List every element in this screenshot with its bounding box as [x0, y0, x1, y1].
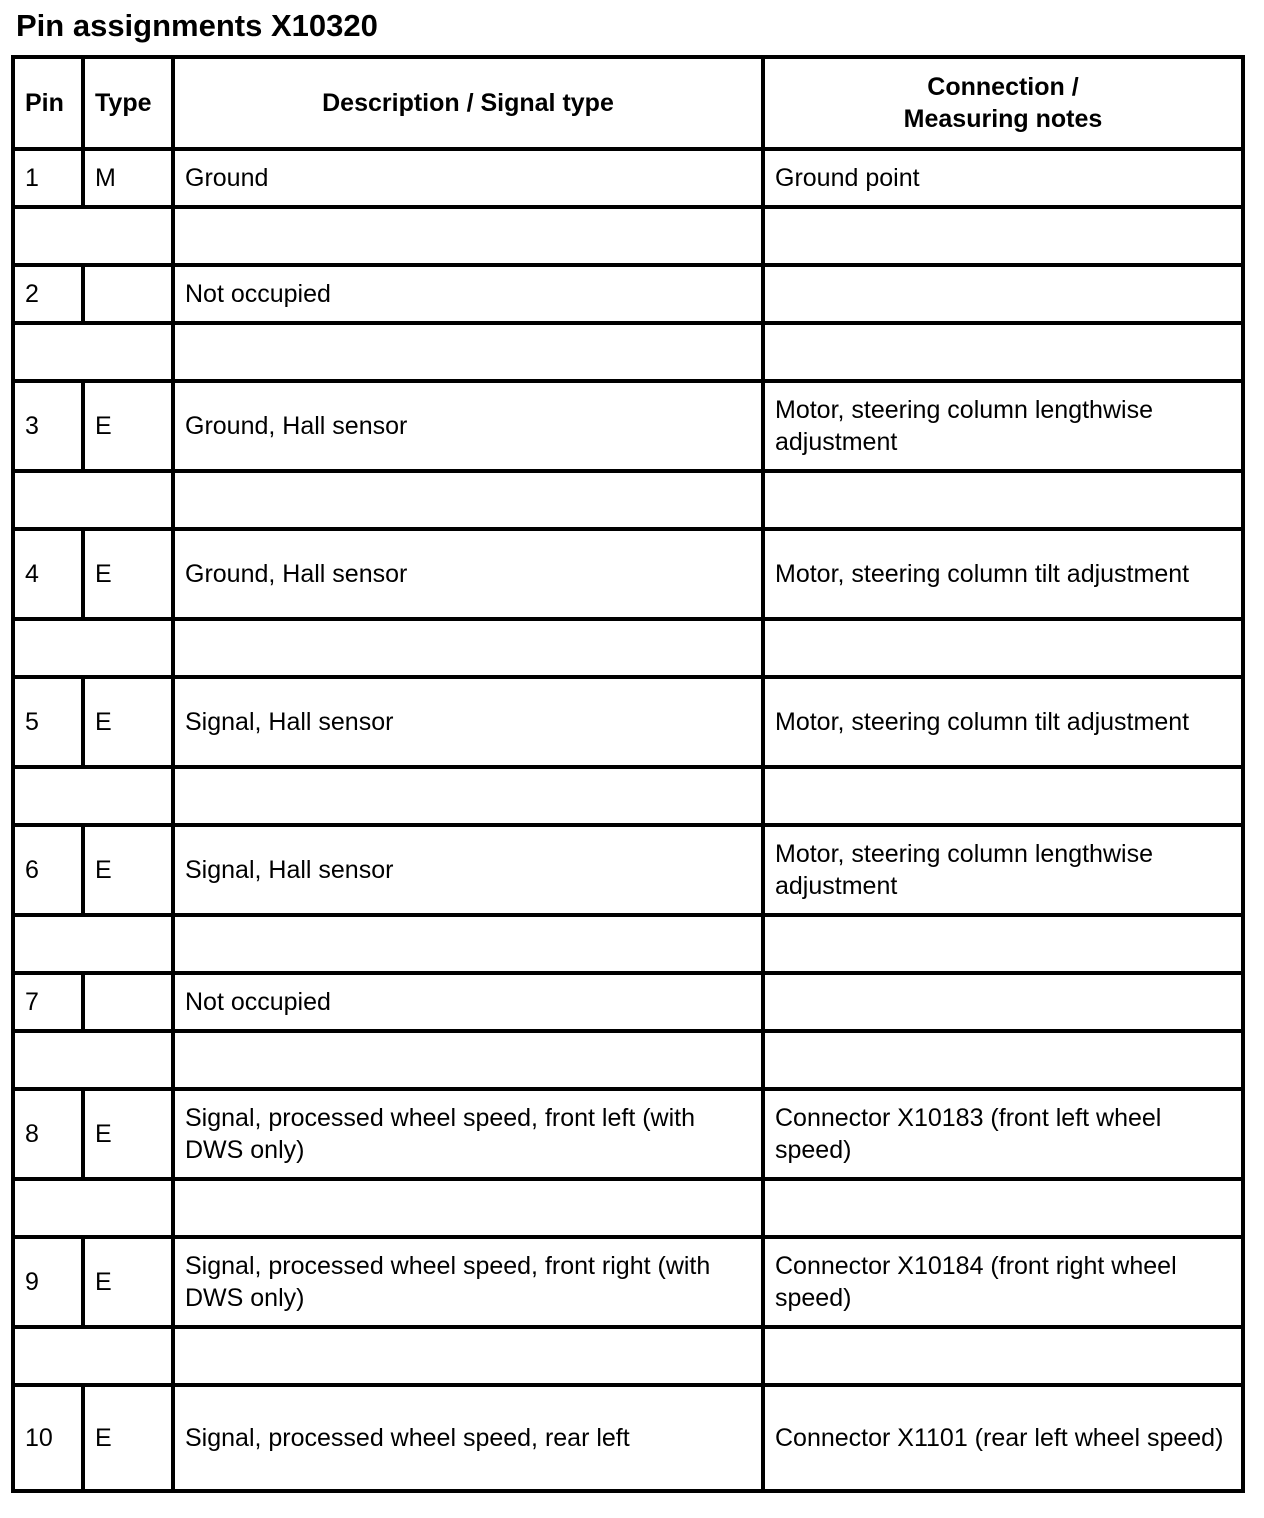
spacer-row: [13, 207, 1243, 265]
description-cell: Not occupied: [173, 265, 763, 323]
header-pin: Pin: [13, 57, 83, 149]
spacer-cell: [763, 915, 1243, 973]
connection-cell: Connector X10184 (front right wheel speed): [763, 1237, 1243, 1327]
type-cell: E: [83, 529, 173, 619]
header-connection-line1: Connection /: [927, 73, 1079, 101]
type-cell: M: [83, 149, 173, 207]
type-cell: E: [83, 381, 173, 471]
pin-cell: 2: [13, 265, 83, 323]
table-row: [13, 825, 1243, 915]
spacer-cell: [13, 323, 173, 381]
connection-cell: Ground point: [763, 149, 1243, 207]
table-row: [13, 381, 1243, 471]
spacer-cell: [173, 619, 763, 677]
type-cell: [83, 973, 173, 1031]
type-cell: E: [83, 1237, 173, 1327]
connection-cell: Motor, steering column lengthwise adjustment: [763, 825, 1243, 915]
spacer-cell: [13, 1179, 173, 1237]
table-row: [13, 1385, 1243, 1491]
description-cell: Signal, Hall sensor: [173, 677, 763, 767]
type-cell: [83, 265, 173, 323]
table-row: [13, 1089, 1243, 1179]
spacer-cell: [173, 323, 763, 381]
header-description: Description / Signal type: [173, 57, 763, 149]
spacer-row: [13, 1179, 1243, 1237]
spacer-cell: [173, 1327, 763, 1385]
pin-assignment-table: [11, 55, 1245, 1493]
spacer-cell: [763, 207, 1243, 265]
spacer-cell: [173, 1179, 763, 1237]
description-cell: Not occupied: [173, 973, 763, 1031]
pin-cell: 1: [13, 149, 83, 207]
spacer-cell: [763, 471, 1243, 529]
spacer-row: [13, 915, 1243, 973]
connection-cell: [763, 973, 1243, 1031]
spacer-cell: [173, 1031, 763, 1089]
spacer-cell: [13, 207, 173, 265]
type-cell: E: [83, 1385, 173, 1491]
connection-cell: Motor, steering column lengthwise adjustment: [763, 381, 1243, 471]
spacer-cell: [763, 1031, 1243, 1089]
spacer-cell: [13, 915, 173, 973]
type-cell: E: [83, 677, 173, 767]
table-row: [13, 149, 1243, 207]
pin-cell: 7: [13, 973, 83, 1031]
description-cell: Ground: [173, 149, 763, 207]
description-cell: Signal, processed wheel speed, rear left: [173, 1385, 763, 1491]
page-title: Pin assignments X10320: [16, 8, 378, 43]
spacer-cell: [13, 471, 173, 529]
header-connection: [763, 57, 1243, 149]
spacer-cell: [763, 1327, 1243, 1385]
connection-cell: Connector X1101 (rear left wheel speed): [763, 1385, 1243, 1491]
description-cell: Signal, processed wheel speed, front right (with DWS only): [173, 1237, 763, 1327]
table-row: [13, 973, 1243, 1031]
spacer-cell: [13, 1031, 173, 1089]
spacer-row: [13, 323, 1243, 381]
description-cell: Ground, Hall sensor: [173, 529, 763, 619]
pin-cell: 6: [13, 825, 83, 915]
pin-cell: 9: [13, 1237, 83, 1327]
table-row: [13, 1237, 1243, 1327]
spacer-cell: [13, 767, 173, 825]
table-header-row: [13, 57, 1243, 149]
spacer-row: [13, 619, 1243, 677]
pin-cell: 10: [13, 1385, 83, 1491]
connection-cell: Connector X10183 (front left wheel speed): [763, 1089, 1243, 1179]
spacer-cell: [173, 471, 763, 529]
spacer-cell: [173, 915, 763, 973]
pin-cell: 4: [13, 529, 83, 619]
spacer-cell: [763, 767, 1243, 825]
connection-cell: [763, 265, 1243, 323]
type-cell: E: [83, 1089, 173, 1179]
description-cell: Ground, Hall sensor: [173, 381, 763, 471]
table-row: [13, 677, 1243, 767]
type-cell: E: [83, 825, 173, 915]
connection-cell: Motor, steering column tilt adjustment: [763, 529, 1243, 619]
description-cell: Signal, processed wheel speed, front left (with DWS only): [173, 1089, 763, 1179]
connection-cell: Motor, steering column tilt adjustment: [763, 677, 1243, 767]
pin-cell: 3: [13, 381, 83, 471]
table-row: [13, 265, 1243, 323]
header-connection-line2: Measuring notes: [903, 105, 1103, 133]
header-type: Type: [83, 57, 173, 149]
spacer-cell: [763, 619, 1243, 677]
pin-cell: 8: [13, 1089, 83, 1179]
table-row: [13, 529, 1243, 619]
spacer-row: [13, 767, 1243, 825]
spacer-row: [13, 471, 1243, 529]
spacer-cell: [13, 619, 173, 677]
spacer-row: [13, 1327, 1243, 1385]
spacer-cell: [763, 323, 1243, 381]
pin-cell: 5: [13, 677, 83, 767]
description-cell: Signal, Hall sensor: [173, 825, 763, 915]
spacer-cell: [763, 1179, 1243, 1237]
spacer-cell: [13, 1327, 173, 1385]
spacer-cell: [173, 207, 763, 265]
spacer-cell: [173, 767, 763, 825]
spacer-row: [13, 1031, 1243, 1089]
